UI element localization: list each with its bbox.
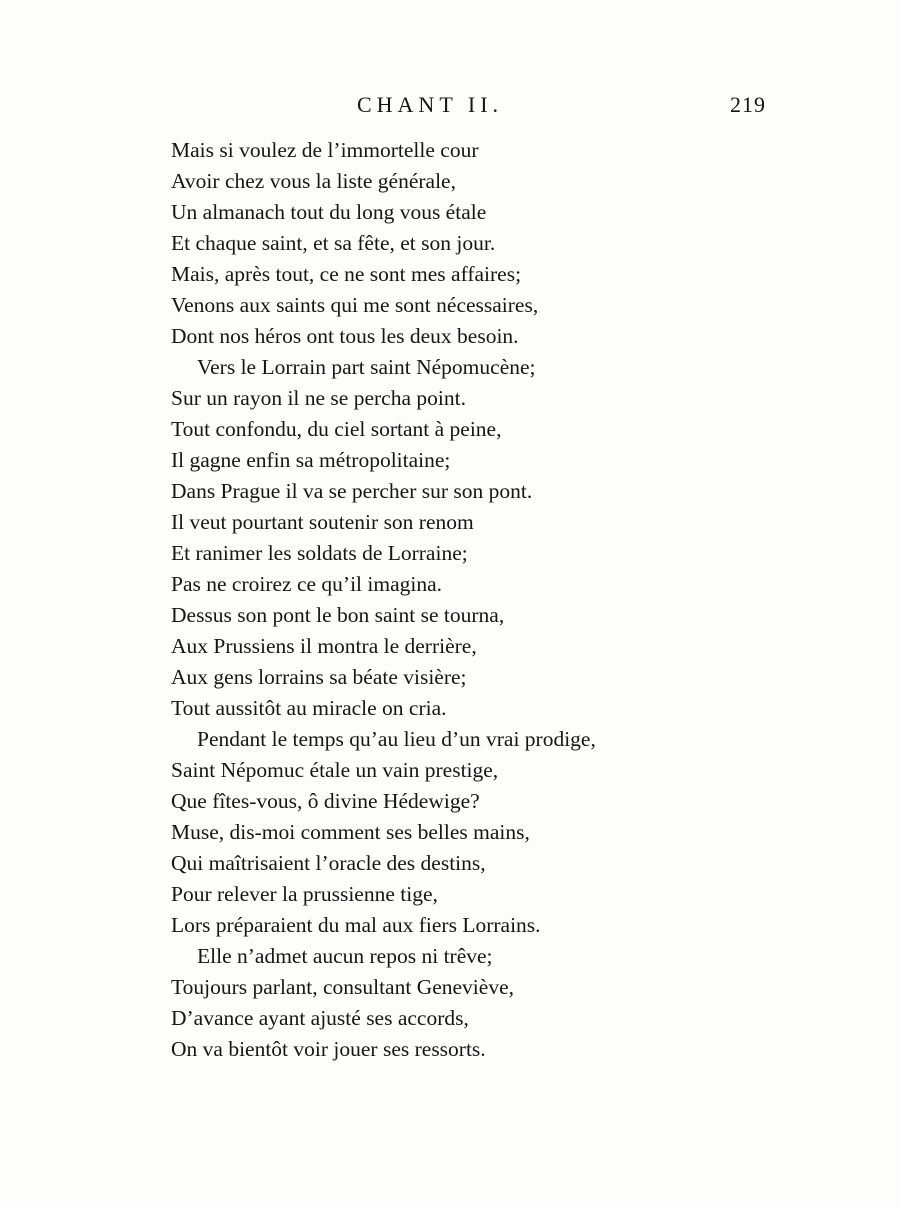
verse-line: Toujours parlant, consultant Geneviève, [171, 975, 514, 999]
verse-line: Tout confondu, du ciel sortant à peine, [171, 417, 502, 441]
verse-line: Il gagne enfin sa métropolitaine; [171, 448, 451, 472]
verse-line: Il veut pourtant soutenir son renom [171, 510, 474, 534]
verse-line: Muse, dis-moi comment ses belles mains, [171, 820, 530, 844]
verse-line: Dessus son pont le bon saint se tourna, [171, 603, 505, 627]
verse-line: Sur un rayon il ne se percha point. [171, 386, 466, 410]
verse-line: Tout aussitôt au miracle on cria. [171, 696, 447, 720]
verse-line: Dont nos héros ont tous les deux besoin. [171, 324, 519, 348]
verse-line: Vers le Lorrain part saint Népomucène; [197, 355, 536, 379]
verse-line: Un almanach tout du long vous étale [171, 200, 487, 224]
verse-line: Mais si voulez de l’immortelle cour [171, 138, 479, 162]
verse-line: Aux Prussiens il montra le derrière, [171, 634, 477, 658]
verse-line: Avoir chez vous la liste générale, [171, 169, 456, 193]
verse-line: Dans Prague il va se percher sur son pont. [171, 479, 533, 503]
verse-line: Lors préparaient du mal aux fiers Lorrains. [171, 913, 541, 937]
verse-line: Qui maîtrisaient l’oracle des destins, [171, 851, 486, 875]
chapter-heading: CHANT II. [356, 92, 504, 117]
verse-line: Et ranimer les soldats de Lorraine; [171, 541, 468, 565]
verse-line: Mais, après tout, ce ne sont mes affaires; [171, 262, 522, 286]
verse-line: Saint Népomuc étale un vain prestige, [171, 758, 499, 782]
verse-line: Pas ne croirez ce qu’il imagina. [171, 572, 443, 596]
verse-line: Aux gens lorrains sa béate visière; [171, 665, 467, 689]
verse-line: Que fîtes-vous, ô divine Hédewige? [171, 789, 480, 813]
poem-body [171, 135, 771, 1065]
verse-line: Pour relever la prussienne tige, [171, 882, 438, 906]
verse-line: Et chaque saint, et sa fête, et son jour. [171, 231, 496, 255]
verse-line: Venons aux saints qui me sont nécessaires, [171, 293, 539, 317]
verse-line: Elle n’admet aucun repos ni trêve; [197, 944, 493, 968]
page-number: 219 [730, 92, 766, 117]
verse-line: On va bientôt voir jouer ses ressorts. [171, 1037, 486, 1061]
verse-line: D’avance ayant ajusté ses accords, [171, 1006, 469, 1030]
verse-line: Pendant le temps qu’au lieu d’un vrai prodige, [197, 727, 596, 751]
